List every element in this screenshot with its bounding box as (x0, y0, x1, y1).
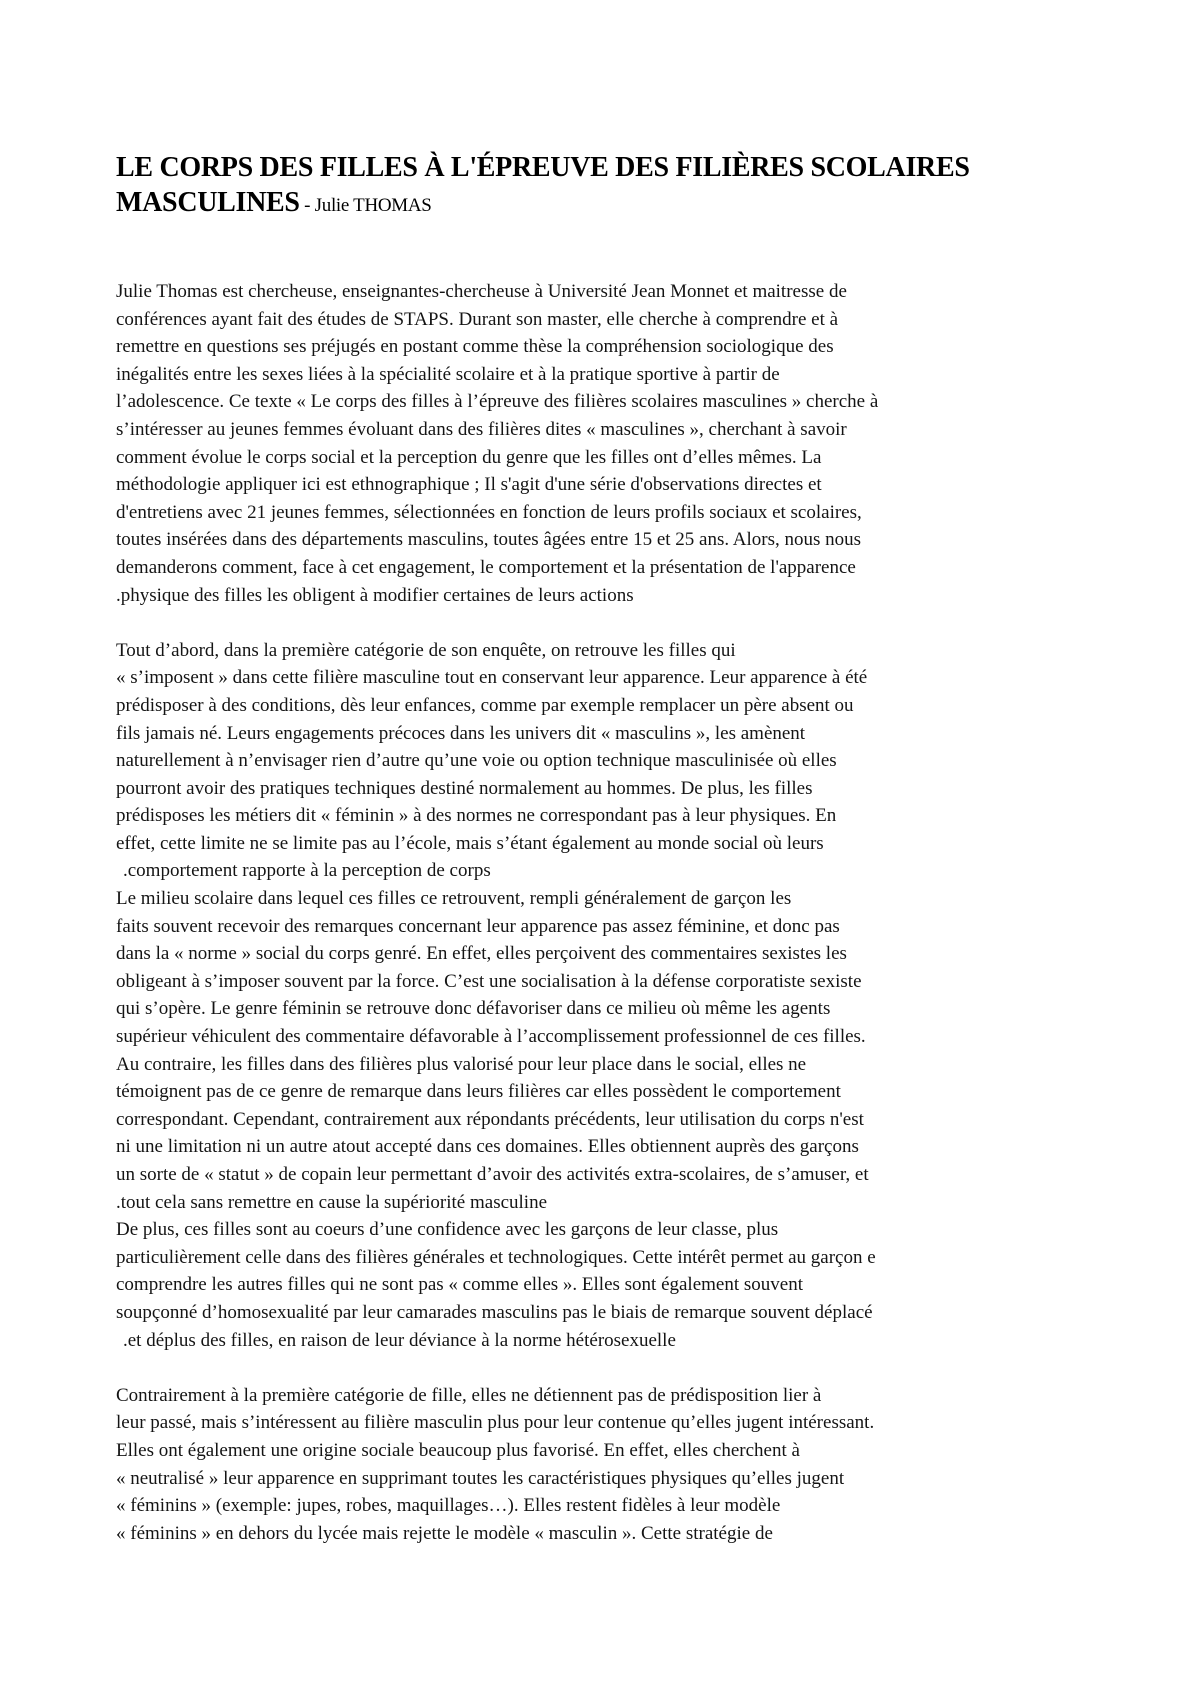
text-line: méthodologie appliquer ici est ethnographique ; Il s'agit d'une série d'observations directes et (116, 474, 822, 496)
text-line: naturellement à n’envisager rien d’autre qu’une voie ou option technique masculinisée où elles (116, 750, 837, 772)
text-line: Julie Thomas est chercheuse, enseignantes-chercheuse à Université Jean Monnet et maitresse de (116, 281, 847, 302)
text-line: « neutralisé » leur apparence en supprimant toutes les caractéristiques physiques qu’elles jugent (116, 1467, 845, 1489)
text-line: témoignent pas de ce genre de remarque dans leurs filières car elles possèdent le comportement (116, 1081, 841, 1103)
author-separator: - (299, 195, 315, 216)
text-line: remettre en questions ses préjugés en postant comme thèse la compréhension sociologique des (116, 336, 834, 358)
text-line: « s’imposent » dans cette filière masculine tout en conservant leur apparence. Leur apparence à été (116, 667, 868, 689)
text-line: conférences ayant fait des études de STAPS. Durant son master, elle cherche à comprendre et à (116, 308, 839, 330)
text-line: demanderons comment, face à cet engagement, le comportement et la présentation de l'apparence (116, 556, 856, 578)
text-line: inégalités entre les sexes liées à la spécialité scolaire et à la pratique sportive à partir de (116, 363, 780, 385)
text-line: « féminins » (exemple: jupes, robes, maquillages…). Elles restent fidèles à leur modèle (116, 1495, 781, 1517)
text-line: .physique des filles les obligent à modifier certaines de leurs actions (116, 584, 634, 606)
text-line: obligeant à s’imposer souvent par la force. C’est une socialisation à la défense corporatiste sexiste (116, 970, 862, 992)
document-body (116, 278, 1106, 1547)
paragraph-4 (116, 1216, 1106, 1354)
text-line: Contrairement à la première catégorie de fille, elles ne détiennent pas de prédisposition lier à (116, 1384, 822, 1406)
text-line: un sorte de « statut » de copain leur permettant d’avoir des activités extra-scolaires, de s’amuser, et (116, 1164, 869, 1185)
text-line: pourront avoir des pratiques techniques destiné normalement au hommes. De plus, les filles (116, 777, 813, 799)
text-line: faits souvent recevoir des remarques concernant leur apparence pas assez féminine, et donc pas (116, 915, 840, 937)
paragraph-5 (116, 1382, 1106, 1548)
text-line: soupçonné d’homosexualité par leur camarades masculins pas le biais de remarque souvent déplacé (116, 1301, 873, 1323)
text-line: fils jamais né. Leurs engagements précoces dans les univers dit « masculins », les amènent (116, 722, 806, 744)
text-line: effet, cette limite ne se limite pas au l’école, mais s’étant également au monde social où leurs (116, 832, 824, 854)
text-line: l’adolescence. Ce texte « Le corps des filles à l’épreuve des filières scolaires masculines » cherche à (116, 391, 879, 413)
paragraph-gap (116, 1354, 1106, 1382)
text-line: prédisposes les métiers dit « féminin » à des normes ne correspondant pas à leur physiques. En (116, 805, 837, 827)
text-line: qui s’opère. Le genre féminin se retrouve donc défavoriser dans ce milieu où même les agents (116, 998, 831, 1020)
text-line: .tout cela sans remettre en cause la supériorité masculine (116, 1191, 548, 1213)
document-title: LE CORPS DES FILLES À L'ÉPREUVE DES FILIÈRES SCOLAIRES MASCULINES (116, 152, 970, 218)
text-line: .comportement rapporte à la perception de corps (123, 860, 491, 882)
text-line: leur passé, mais s’intéressent au filière masculin plus pour leur contenue qu’elles jugent intéressant. (116, 1412, 875, 1434)
text-line: Le milieu scolaire dans lequel ces filles ce retrouvent, rempli généralement de garçon les (116, 888, 792, 910)
paragraph-3 (116, 885, 1106, 1216)
text-line: ni une limitation ni un autre atout accepté dans ces domaines. Elles obtiennent auprès des garçons (116, 1136, 859, 1158)
text-line: particulièrement celle dans des filières générales et technologiques. Cette intérêt permet au garçon e (116, 1246, 876, 1268)
text-line: comment évolue le corps social et la perception du genre que les filles ont d’elles mêmes. La (116, 446, 822, 468)
text-line: toutes insérées dans des départements masculins, toutes âgées entre 15 et 25 ans. Alors, nous nous (116, 529, 862, 551)
paragraph-gap (116, 609, 1106, 637)
document-title-block (116, 150, 1096, 223)
text-line: Elles ont également une origine sociale beaucoup plus favorisé. En effet, elles cherchent à (116, 1439, 800, 1461)
paragraph-2 (116, 637, 1106, 885)
text-line: s’intéresser au jeunes femmes évoluant dans des filières dites « masculines », cherchant à savoir (116, 418, 847, 440)
text-line: Au contraire, les filles dans des filières plus valorisé pour leur place dans le social, elles ne (116, 1053, 807, 1075)
paragraph-1 (116, 278, 1106, 609)
text-line: dans la « norme » social du corps genré. En effet, elles perçoivent des commentaires sexistes les (116, 943, 847, 965)
text-line: Tout d’abord, dans la première catégorie de son enquête, on retrouve les filles qui (116, 639, 736, 661)
text-line: .et déplus des filles, en raison de leur déviance à la norme hétérosexuelle (123, 1329, 676, 1351)
text-line: prédisposer à des conditions, dès leur enfances, comme par exemple remplacer un père absent ou (116, 694, 854, 716)
author-name: Julie THOMAS (314, 195, 432, 216)
text-line: correspondant. Cependant, contrairement aux répondants précédents, leur utilisation du corps n'est (116, 1108, 864, 1130)
text-line: d'entretiens avec 21 jeunes femmes, sélectionnées en fonction de leurs profils sociaux et scolaires, (116, 501, 862, 523)
text-line: « féminins » en dehors du lycée mais rejette le modèle « masculin ». Cette stratégie de (116, 1522, 773, 1544)
text-line: De plus, ces filles sont au coeurs d’une confidence avec les garçons de leur classe, plus (116, 1219, 779, 1241)
text-line: supérieur véhiculent des commentaire défavorable à l’accomplissement professionnel de ces filles. (116, 1026, 866, 1048)
text-line: comprendre les autres filles qui ne sont pas « comme elles ». Elles sont également souvent (116, 1274, 803, 1296)
